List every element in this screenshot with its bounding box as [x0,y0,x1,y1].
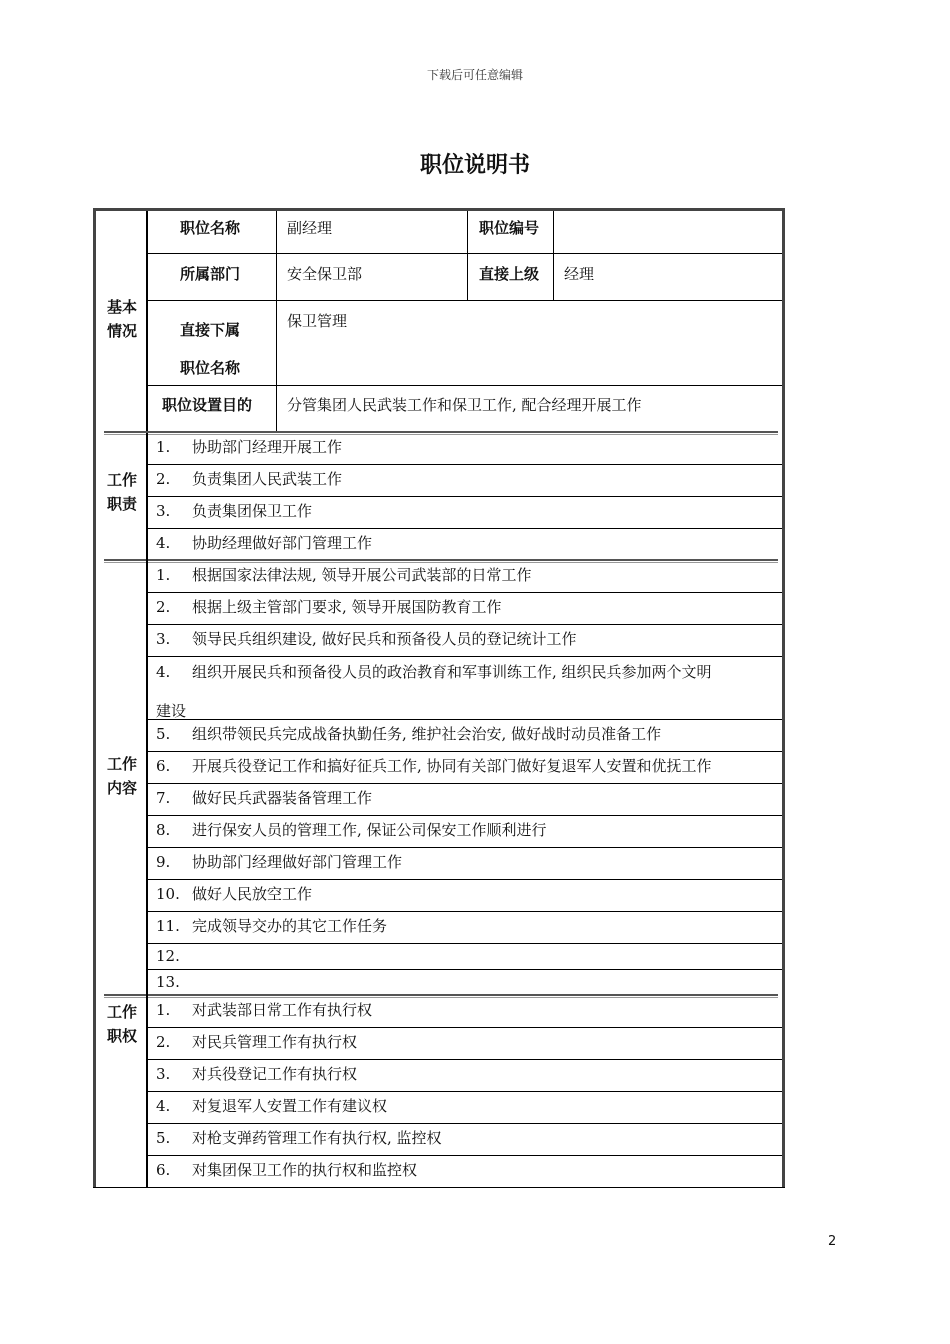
subordinate-label: 直接下属 职位名称 [180,321,241,377]
subordinate-value: 保卫管理 [287,312,348,330]
position-name-value: 副经理 [287,219,333,237]
department-value: 安全保卫部 [287,265,363,283]
content-item: 4. 组织开展民兵和预备役人员的政治教育和军事训练工作, 组织民兵参加两个文明 建设 [156,663,712,720]
content-item: 5. 组织带领民兵完成战备执勤任务, 维护社会治安, 做好战时动员准备工作 [156,725,662,743]
content-item: 11. 完成领导交办的其它工作任务 [156,917,388,935]
authority-item: 1. 对武装部日常工作有执行权 [156,1001,373,1019]
header-note: 下载后可任意编辑 [426,68,523,82]
department-label: 所属部门 [180,265,241,283]
content-item: 13. [156,973,180,991]
content-item: 12. [156,947,180,965]
authority-item: 4. 对复退军人安置工作有建议权 [156,1097,388,1115]
content-item: 2. 根据上级主管部门要求, 领导开展国防教育工作 [156,598,502,616]
authority-item: 6. 对集团保卫工作的执行权和监控权 [156,1161,418,1179]
section-basic-label: 基本 情况 [106,298,137,340]
position-code-label: 职位编号 [479,219,540,237]
content-item: 1. 根据国家法律法规, 领导开展公司武装部的日常工作 [156,566,532,584]
duty-item: 1. 协助部门经理开展工作 [156,438,343,456]
content-item: 3. 领导民兵组织建设, 做好民兵和预备役人员的登记统计工作 [156,630,577,648]
authority-item: 5. 对枪支弹药管理工作有执行权, 监控权 [156,1129,442,1147]
content-item: 9. 协助部门经理做好部门管理工作 [156,853,403,871]
authority-item: 3. 对兵役登记工作有执行权 [156,1065,358,1083]
duty-item: 3. 负责集团保卫工作 [156,502,313,520]
superior-value: 经理 [564,265,595,283]
page-number: 2 [828,1234,837,1249]
authority-item: 2. 对民兵管理工作有执行权 [156,1033,358,1051]
content-item: 7. 做好民兵武器装备管理工作 [156,789,373,807]
duty-item: 2. 负责集团人民武装工作 [156,470,343,488]
duty-item: 4. 协助经理做好部门管理工作 [156,534,373,552]
page-title: 职位说明书 [419,153,530,178]
content-item: 10. 做好人民放空工作 [156,885,313,903]
superior-label: 直接上级 [479,265,540,283]
content-item: 8. 进行保安人员的管理工作, 保证公司保安工作顺利进行 [156,821,547,839]
purpose-label: 职位设置目的 [162,396,253,414]
purpose-value: 分管集团人民武装工作和保卫工作, 配合经理开展工作 [287,396,642,414]
section-duties-label: 工作 职责 [106,471,137,513]
content-item: 6. 开展兵役登记工作和搞好征兵工作, 协同有关部门做好复退军人安置和优抚工作 [156,757,712,775]
section-content-label: 工作 内容 [106,755,137,797]
section-authority-label: 工作 职权 [106,1003,137,1045]
position-name-label: 职位名称 [180,219,241,237]
